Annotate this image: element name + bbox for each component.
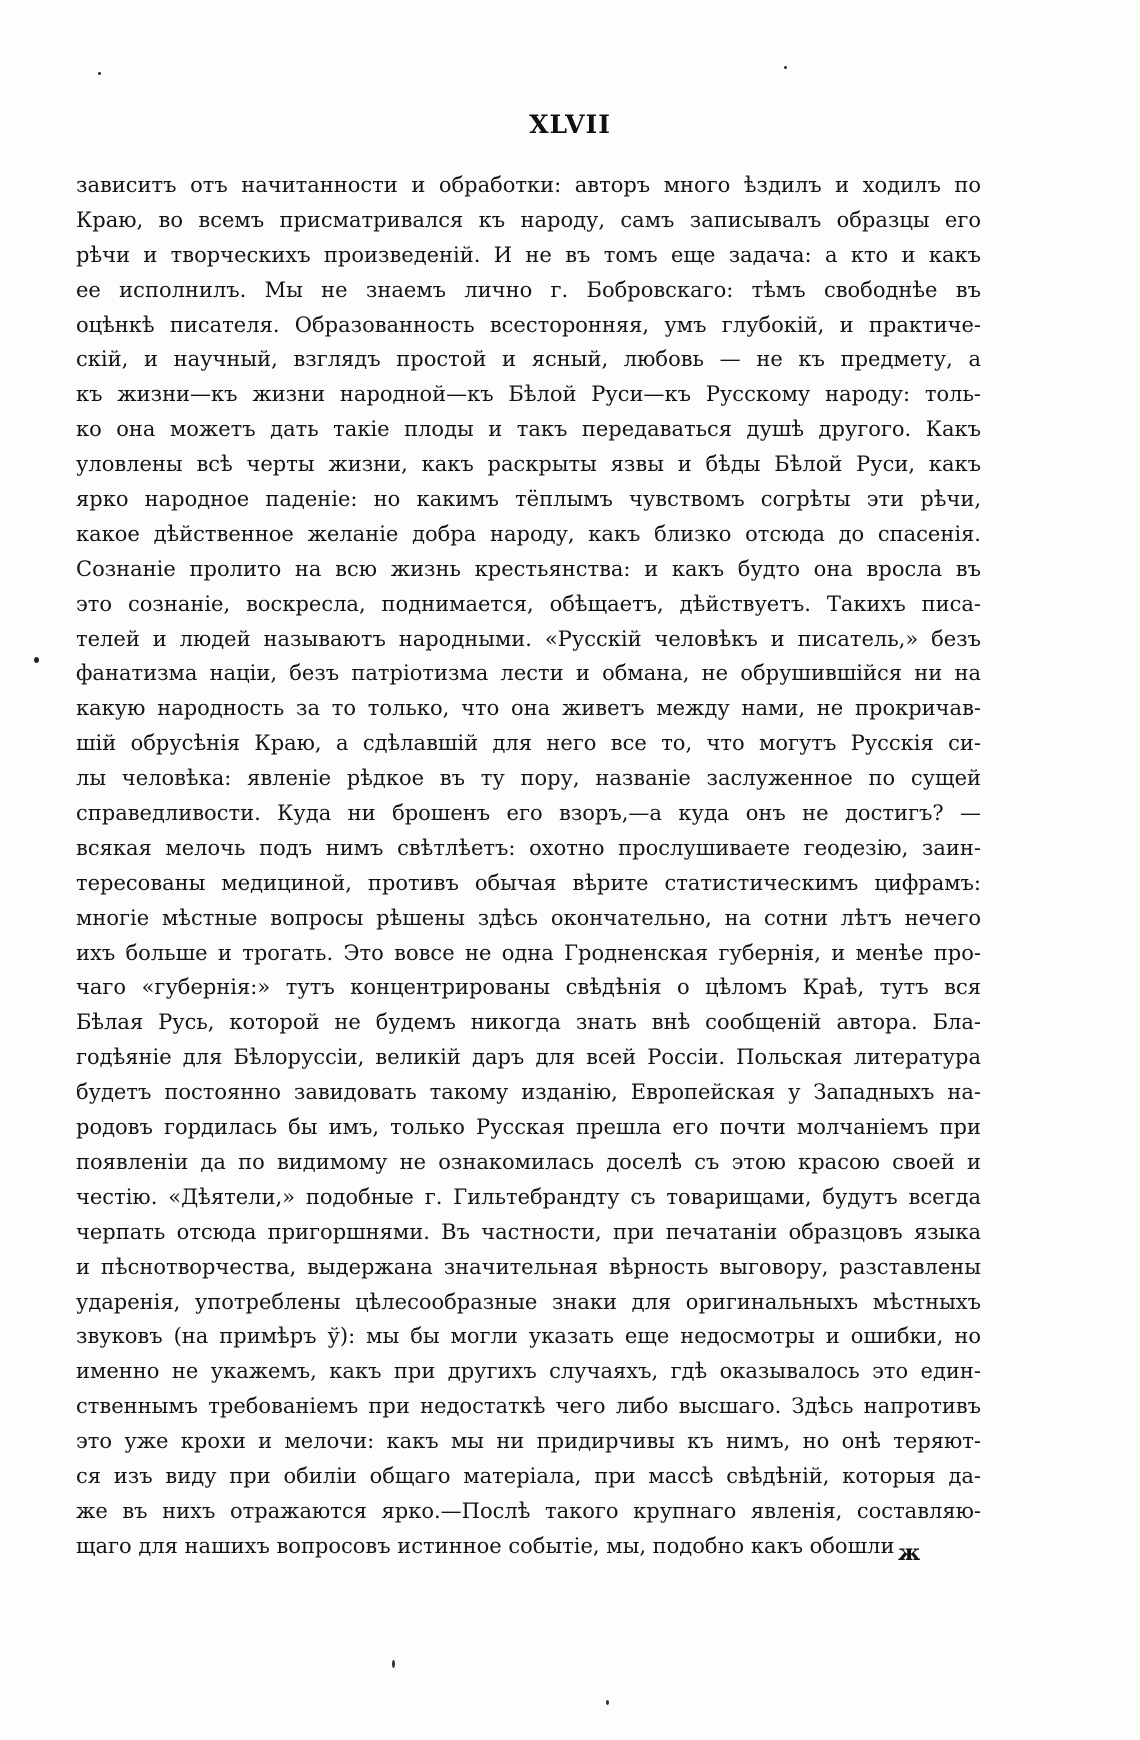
text-line: оцѣнкѣ писателя. Образованность всесторонняя, умъ глубокій, и практиче- — [76, 312, 981, 337]
text-line: это уже крохи и мелочи: какъ мы ни придирчивы къ нимъ, но онѣ теряют- — [76, 1429, 981, 1454]
text-line: ихъ больше и трогать. Это вовсе не одна Гродненская губернія, и менѣе про- — [76, 940, 981, 965]
text-line: какое дѣйственное желаніе добра народу, какъ близко отсюда до спасенія. — [76, 521, 981, 546]
text-line: ударенія, употреблены цѣлесообразные знаки для оригинальныхъ мѣстныхъ — [76, 1289, 981, 1314]
text-line: ственнымъ требованіемъ при недостаткѣ чего либо высшаго. Здѣсь напротивъ — [76, 1394, 981, 1419]
text-line: появленіи да по видимому не ознакомилась доселѣ съ этою красою своей и — [76, 1149, 981, 1174]
text-line: какую народность за то только, что она живетъ между нами, не прокричав- — [76, 696, 981, 721]
text-line: рѣчи и творческихъ произведеній. И не въ томъ еще задача: а кто и какъ — [76, 242, 981, 267]
text-line: черпать отсюда пригоршнями. Въ частности, при печатаніи образцовъ языка — [76, 1219, 981, 1244]
text-line: фанатизма націи, безъ патріотизма лести и обмана, не обрушившійся ни на — [76, 661, 981, 686]
text-line: звуковъ (на примѣръ ў): мы бы могли указать еще недосмотры и ошибки, но — [76, 1324, 981, 1349]
scan-speck — [392, 1660, 395, 1668]
text-line: къ жизни—къ жизни народной—къ Бѣлой Руси—къ Русскому народу: толь- — [76, 382, 981, 407]
text-line: ярко народное паденіе: но какимъ тёплымъ чувствомъ согрѣты эти рѣчи, — [76, 487, 981, 512]
text-line: именно не укажемъ, какъ при другихъ случаяхъ, гдѣ оказывалось это един- — [76, 1359, 981, 1384]
margin-mark — [34, 657, 39, 663]
signature-mark: ж — [898, 1540, 921, 1566]
text-line: уловлены всѣ черты жизни, какъ раскрыты язвы и бѣды Бѣлой Руси, какъ — [76, 452, 981, 477]
text-line: ся изъ виду при обиліи общаго матеріала, при массѣ свѣдѣній, которыя да- — [76, 1463, 981, 1488]
text-line: телей и людей называютъ народными. «Русскій человѣкъ и писатель,» безъ — [76, 626, 981, 651]
text-line: Краю, во всемъ присматривался къ народу, самъ записывалъ образцы его — [76, 207, 981, 232]
text-line: Сознаніе пролито на всю жизнь крестьянства: и какъ будто она вросла въ — [76, 556, 981, 581]
text-line: Бѣлая Русь, которой не будемъ никогда знать внѣ сообщеній автора. Бла- — [76, 1010, 981, 1035]
text-line: всякая мелочь подъ нимъ свѣтлѣетъ: охотно прослушиваете геодезію, заин- — [76, 835, 981, 860]
text-line: тересованы медициной, противъ обычая вѣрите статистическимъ цифрамъ: — [76, 870, 981, 895]
text-line: это сознаніе, воскресла, поднимается, обѣщаетъ, дѣйствуетъ. Такихъ писа- — [76, 591, 981, 616]
text-line: справедливости. Куда ни брошенъ его взоръ,—а куда онъ не достигъ? — — [76, 801, 981, 826]
text-line: многіе мѣстные вопросы рѣшены здѣсь окончательно, на сотни лѣтъ нечего — [76, 905, 981, 930]
text-line: будетъ постоянно завидовать такому изданію, Европейская у Западныхъ на- — [76, 1080, 981, 1105]
scan-speck — [98, 72, 101, 75]
text-line: честію. «Дѣятели,» подобные г. Гильтебрандту съ товарищами, будутъ всегда — [76, 1184, 981, 1209]
text-line: годѣяніе для Бѣлоруссіи, великій даръ для всей Россіи. Польская литература — [76, 1045, 981, 1070]
text-line: зависитъ отъ начитанности и обработки: авторъ много ѣздилъ и ходилъ по — [76, 173, 981, 197]
text-line: родовъ гордилась бы имъ, только Русская прешла его почти молчаніемъ при — [76, 1115, 981, 1140]
scan-speck — [606, 1700, 609, 1705]
page-number: XLVII — [529, 110, 611, 139]
text-line: лы человѣка: явленіе рѣдкое въ ту пору, названіе заслуженное по сущей — [76, 766, 981, 791]
text-line: скій, и научный, взглядъ простой и ясный, любовь — не къ предмету, а — [76, 347, 981, 372]
text-line: и пѣснотворчества, выдержана значительная вѣрность выговору, разставлены — [76, 1254, 981, 1279]
scan-speck — [784, 66, 787, 69]
text-line: щаго для нашихъ вопросовъ истинное событіе, мы, подобно какъ обошли — [76, 1533, 895, 1558]
text-line: чаго «губернія:» тутъ концентрированы свѣдѣнія о цѣломъ Краѣ, тутъ вся — [76, 975, 981, 1000]
text-line: ее исполнилъ. Мы не знаемъ лично г. Бобровскаго: тѣмъ свободнѣе въ — [76, 277, 981, 302]
body-text — [76, 168, 981, 1564]
text-line: шій обрусѣнія Краю, а сдѣлавшій для него все то, что могутъ Русскія си- — [76, 731, 981, 756]
text-line: ко она можетъ дать такіе плоды и такъ передаваться душѣ другого. Какъ — [76, 417, 981, 442]
text-line: же въ нихъ отражаются ярко.—Послѣ такого крупнаго явленія, составляю- — [76, 1498, 981, 1523]
